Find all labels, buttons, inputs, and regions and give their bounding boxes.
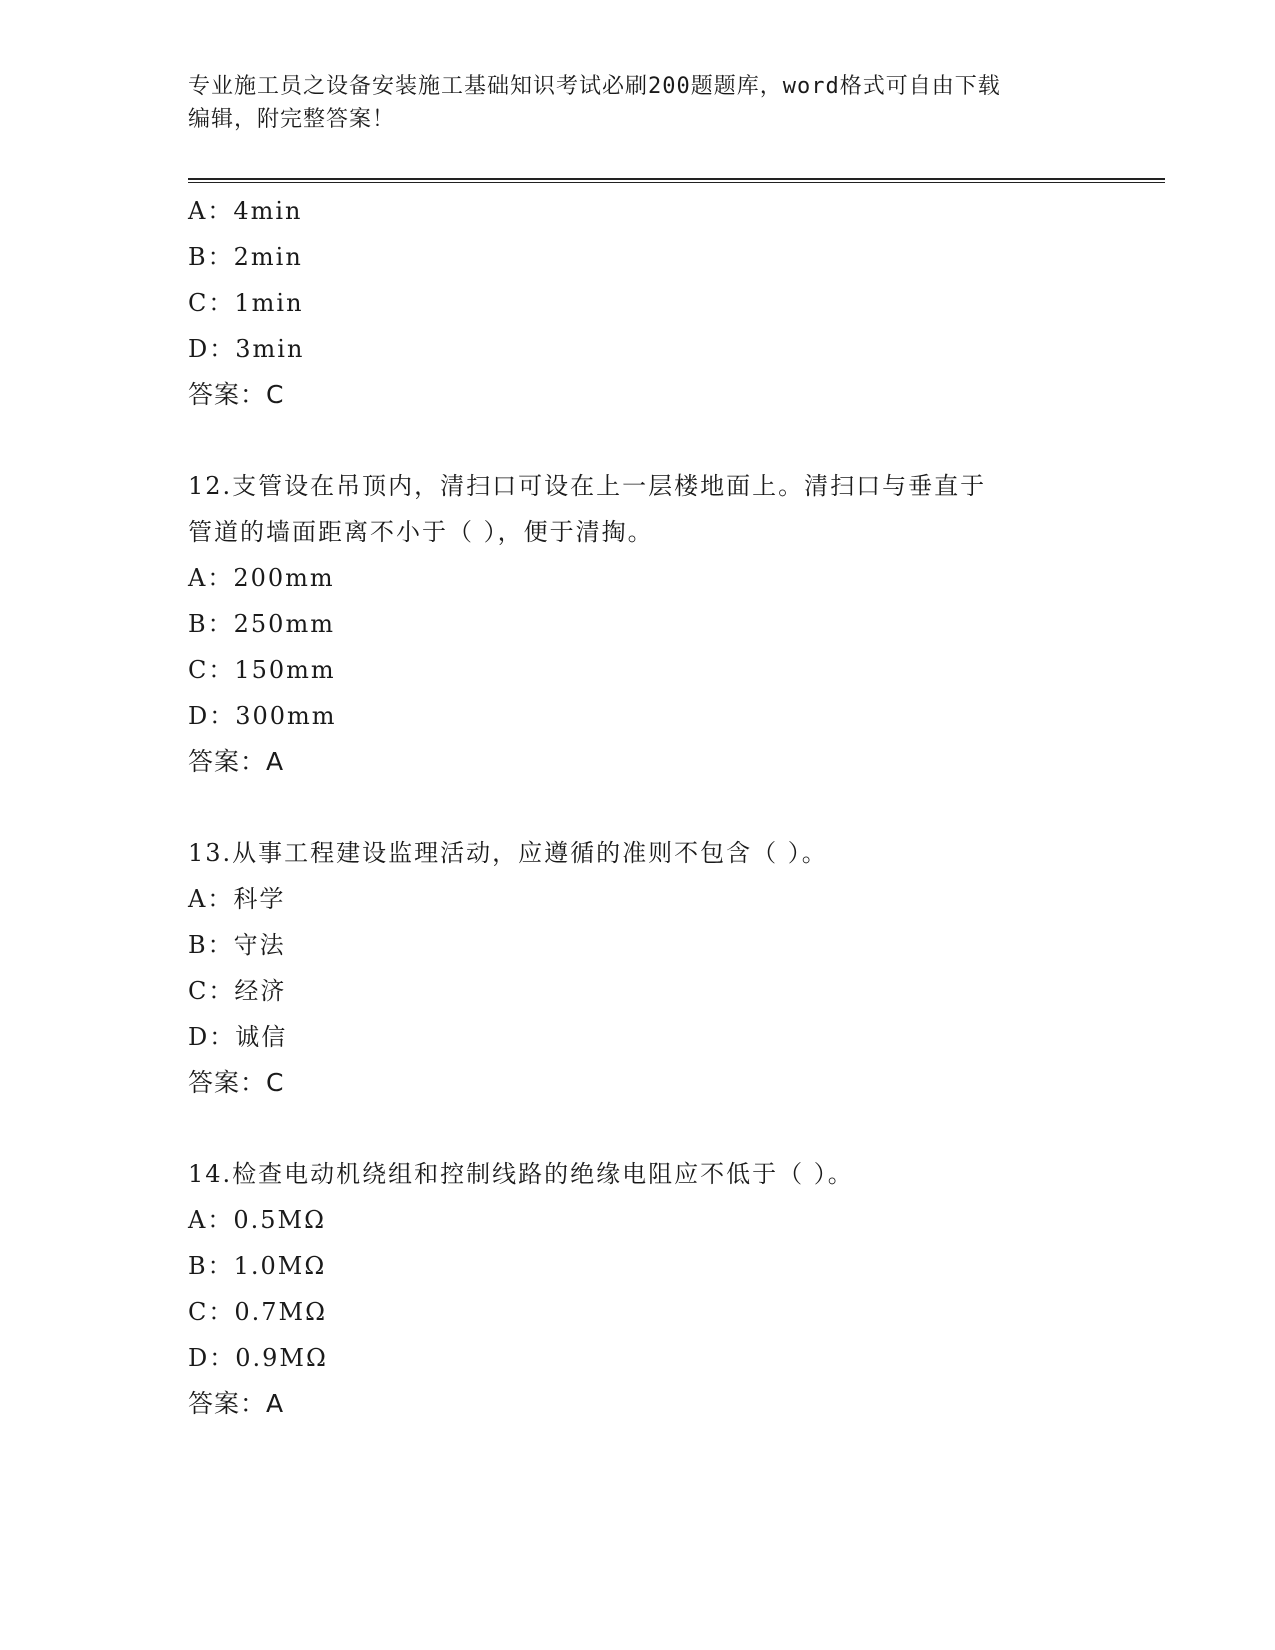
question-text-line1: 13.从事工程建设监理活动，应遵循的准则不包含（ ）。 <box>188 839 828 867</box>
option-a: A：0.5MΩ <box>188 1206 326 1234</box>
option-b: B：守法 <box>188 931 286 959</box>
option-a: A：科学 <box>188 885 286 913</box>
header-title-line2: 编辑，附完整答案！ <box>188 107 396 132</box>
option-c: C：1min <box>188 289 304 317</box>
question-text-line1: 12.支管设在吊顶内，清扫口可设在上一层楼地面上。清扫口与垂直于 <box>188 472 987 500</box>
header-divider <box>188 178 1165 183</box>
option-c: C：0.7MΩ <box>188 1298 328 1326</box>
option-b: B：1.0MΩ <box>188 1252 327 1280</box>
option-d: D：300mm <box>188 702 337 730</box>
answer-line: 答案：C <box>188 380 285 409</box>
spacer <box>188 785 1168 830</box>
option-d: D：诚信 <box>188 1023 288 1051</box>
question-text-line1: 14.检查电动机绕组和控制线路的绝缘电阻应不低于（ ）。 <box>188 1160 854 1188</box>
answer-line: 答案：C <box>188 1068 285 1097</box>
option-b: B：2min <box>188 243 303 271</box>
header-title-line1: 专业施工员之设备安装施工基础知识考试必刷200题题库，word格式可自由下载 <box>188 74 1001 99</box>
option-a: A：200mm <box>188 564 335 592</box>
answer-line: 答案：A <box>188 747 285 776</box>
option-c: C：经济 <box>188 977 287 1005</box>
option-a: A：4min <box>188 197 303 225</box>
question-list <box>188 188 1168 1427</box>
question-prev <box>188 188 1168 418</box>
question-text-line2: 管道的墙面距离不小于（ ），便于清掏。 <box>188 518 654 546</box>
option-b: B：250mm <box>188 610 335 638</box>
question-12 <box>188 463 1168 785</box>
spacer <box>188 418 1168 463</box>
page-header <box>188 70 1088 136</box>
question-14 <box>188 1151 1168 1427</box>
answer-line: 答案：A <box>188 1389 285 1418</box>
option-d: D：0.9MΩ <box>188 1344 328 1372</box>
option-c: C：150mm <box>188 656 336 684</box>
question-13 <box>188 830 1168 1106</box>
option-d: D：3min <box>188 335 305 363</box>
spacer <box>188 1106 1168 1151</box>
